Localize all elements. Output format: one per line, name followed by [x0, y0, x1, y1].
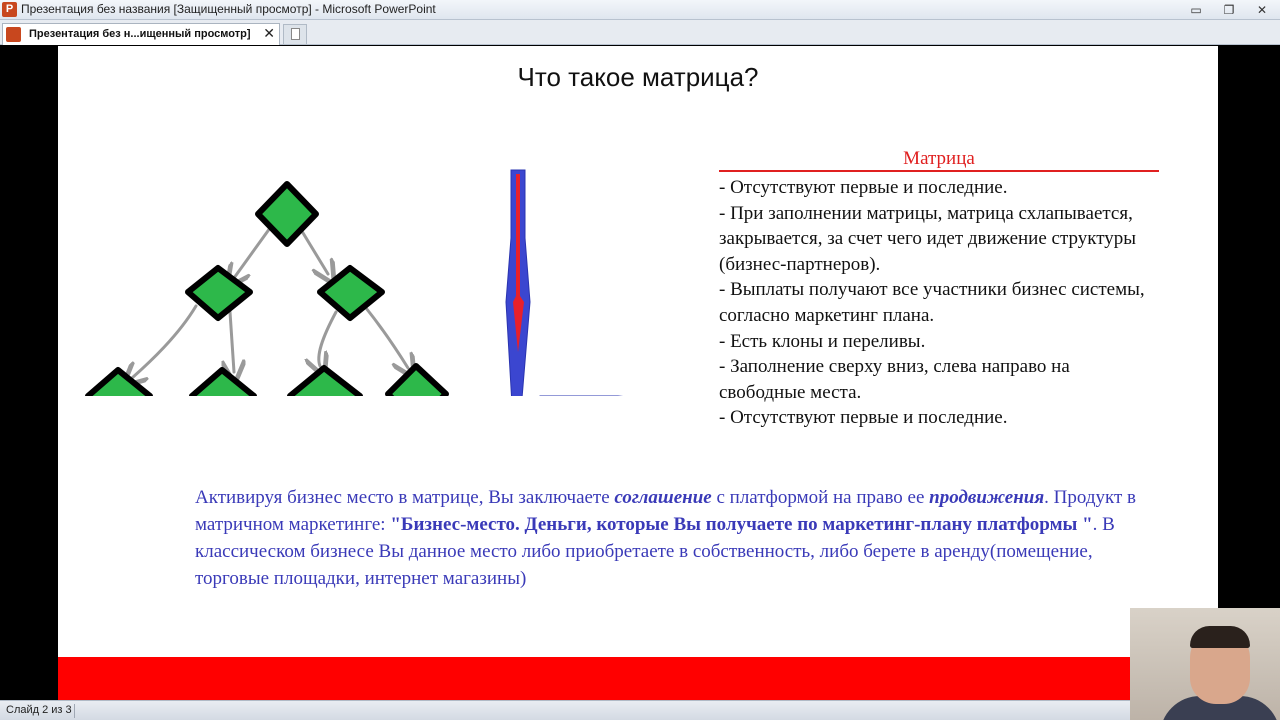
close-window-icon[interactable]: ✕ [1256, 3, 1268, 17]
connector-line [234, 228, 270, 278]
powerpoint-app-icon[interactable]: P [2, 2, 17, 17]
status-bar [0, 700, 1130, 720]
connector-line [319, 312, 336, 366]
document-tab-bar [0, 20, 1280, 45]
matrix-node-level3 [388, 366, 446, 396]
matrix-node-level2 [320, 268, 382, 318]
matrix-node-level3 [192, 370, 254, 396]
paragraph-emphasis: соглашение [614, 487, 712, 508]
connector-line [366, 308, 408, 368]
slide-title: Что такое матрица? [517, 62, 759, 92]
bullet-item: - Выплаты получают все участники бизнес системы, согласно маркетинг плана. [719, 279, 1145, 326]
new-tab-button[interactable] [283, 24, 307, 44]
presentation-file-icon [6, 27, 21, 42]
connector-line [132, 306, 196, 378]
bullet-item: - Отсутствуют первые и последние. [719, 177, 1008, 198]
connector-line [300, 228, 328, 274]
close-tab-icon[interactable]: ✕ [263, 25, 275, 41]
paragraph-text: . Продукт в матричном маркетинге: [195, 487, 1137, 535]
bullet-item: - При заполнении матрицы, матрица схлапывается, закрывается, за счет чего идет движение структуры (бизнес-партнеров). [719, 202, 1137, 275]
new-document-icon [291, 28, 300, 40]
matrix-heading: Матрица [719, 148, 1159, 172]
bullet-item: - Отсутствуют первые и последние. [719, 407, 1008, 429]
presenter-hair [1190, 626, 1250, 648]
connector-line [230, 312, 234, 372]
status-separator [74, 704, 75, 718]
paragraph-text: Активируя бизнес место в матрице, Вы заключаете [195, 487, 615, 508]
restore-icon[interactable]: ❐ [1223, 3, 1235, 17]
bullet-item: - Заполнение сверху вниз, слева направо на свободные места. [719, 356, 1070, 403]
slide-viewport [0, 46, 1280, 700]
window-title: Презентация без названия [Защищенный просмотр] - Microsoft PowerPoint [21, 2, 436, 16]
matrix-explanation-paragraph [195, 484, 1155, 592]
slide-counter: Слайд 2 из 3 [6, 704, 72, 716]
paragraph-emphasis: продвижения [929, 487, 1045, 508]
slide-canvas [58, 46, 1218, 700]
matrix-node-level2 [188, 268, 250, 318]
matrix-node-level3 [290, 368, 360, 396]
document-tab[interactable] [2, 23, 280, 45]
paragraph-text: с платформой на право ее [711, 487, 930, 508]
document-tab-label: Презентация без н...ищенный просмотр] [29, 28, 251, 40]
bullet-item: - Есть клоны и переливы. [719, 330, 926, 352]
slide-footer-band [58, 657, 1218, 700]
matrix-diagram [58, 116, 758, 396]
matrix-description-panel [719, 148, 1159, 431]
minimize-icon[interactable]: ▭ [1190, 3, 1202, 17]
matrix-node-level3 [88, 370, 150, 396]
webcam-overlay [1130, 608, 1280, 720]
paragraph-text: . В классическом бизнесе Вы данное место либо приобретаете в собственность, либо берете в аренду(помещение, торговые площадки, интернет магазины) [195, 514, 1115, 589]
title-bar [0, 0, 1280, 20]
paragraph-quote: "Бизнес-место. Деньги, которые Вы получаете по маркетинг-плану платформы " [390, 514, 1093, 535]
matrix-bullet-list [719, 175, 1159, 431]
